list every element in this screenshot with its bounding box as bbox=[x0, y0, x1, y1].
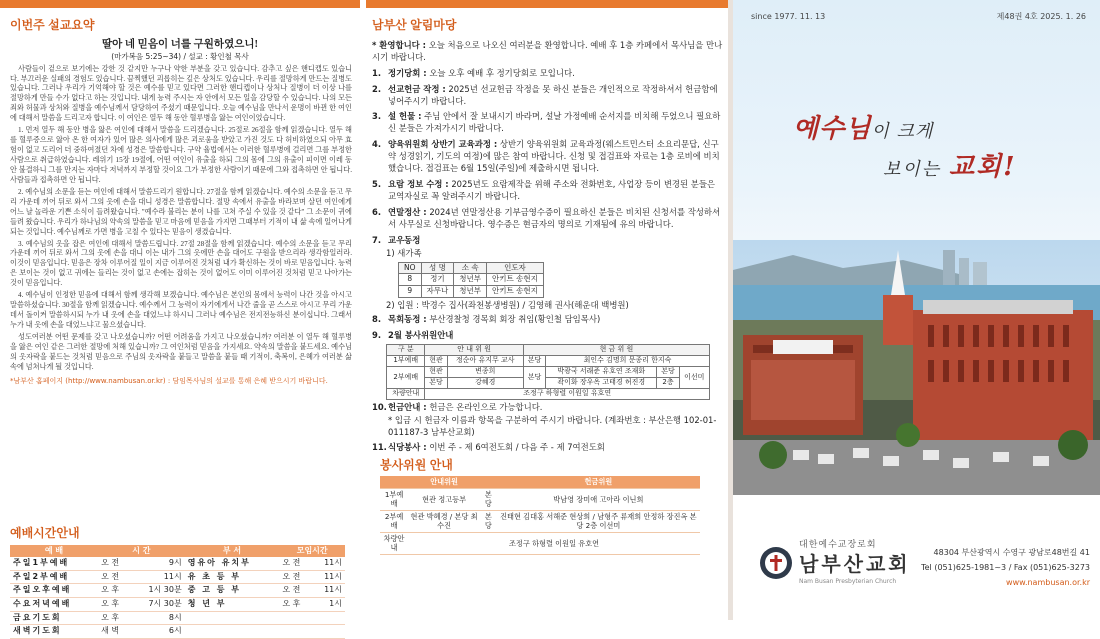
worship-name: 새벽기도회 bbox=[10, 625, 98, 639]
motto-line-1 bbox=[793, 112, 933, 146]
church-english-name: Nam Busan Presbyterian Church bbox=[799, 578, 897, 586]
dept-period: 오 전 bbox=[279, 584, 312, 598]
worship-time: 9시 bbox=[131, 557, 185, 570]
cover-column bbox=[733, 0, 1100, 620]
table-cell: 박광국 서래준 유호연 조재화 bbox=[546, 367, 657, 378]
list-item bbox=[372, 235, 724, 247]
item-number: 1. bbox=[372, 67, 382, 78]
church-building-illustration bbox=[733, 240, 1100, 495]
table-cell: 곽이화 장우옥 고태경 허진경 bbox=[546, 378, 657, 389]
sermon-column bbox=[0, 0, 360, 636]
item-text: 상반기 양육위원회 교육과정(웨스트민스터 소요리문답, 신구약 성경읽기, 기도의 여정)에 많은 참여 바랍니다. 신청 및 접검표와 자료는 1층 로비에 비치했습니다. 접검표는 6월 15일(주일)에 제출하시면 됩니다. bbox=[388, 139, 720, 174]
table-cell: 1부예배 bbox=[387, 356, 425, 367]
dept-time: 11시 bbox=[312, 557, 345, 570]
item-head: 2월 봉사위원안내 bbox=[388, 330, 454, 341]
item-text: 헌금은 온라인으로 가능합니다. bbox=[429, 401, 543, 412]
table-row bbox=[387, 389, 710, 400]
list-item bbox=[372, 179, 724, 203]
worship-header: 부 서 bbox=[185, 545, 280, 558]
worship-name: 주일2부예배 bbox=[10, 570, 98, 584]
church-name: 남부산교회 bbox=[799, 553, 911, 576]
worship-time: 6시 bbox=[131, 625, 185, 639]
table-row bbox=[380, 532, 700, 554]
duty-table bbox=[386, 344, 710, 400]
worship-header: 모임시간 bbox=[279, 545, 345, 558]
motto-word: 교회! bbox=[948, 152, 1017, 182]
sermon-paragraph: 4. 예수님이 인정한 믿음에 대해서 함께 생각해 보겠습니다. 예수님은 본인의 몸에서 능력이 나간 것을 아시고 말씀하셨습니다. 30절을 함께 읽겠습니다. 예수께서 그 능력이 자기에게서 나간 줄을 곧 스스로 아시고 무리 가운데서 돌이켜 말씀하시되 누가 내 옷에 손을 대었느냐 하시니 그러나 예수님은 전지전능하신 분이십니다. 그래서 누가 내 옷에 손을 대었느냐고 물으셨습니다. bbox=[10, 291, 352, 330]
church-photo bbox=[733, 240, 1100, 495]
sermon-paragraph: 사람들이 겉으로 보기에는 강한 것 같지만 누구나 약한 부분을 갖고 있습니다. 감추고 싶은 핸디캡도 있습니다. 부끄러운 실패의 경험도 있습니다. 끔찍했던 괴롭히는 깊은 상처도 있습니다. 우리를 절망하게 만드는 질병도 있습니다. 그러나 우리가 기억해야 할 것은 예수를 믿고 있다면 그러한 핸디캡이나 상처나 질병이 더 이상 나를 절망하게 만들 수가 없다고 하는 것입니다. 내게 능력 주시는 자 안에서 모든 일을 감당할 수 있습니다. 나의 모든 죄와 허물과 상처와 질병을 예수님께서 담당하여 주셨기 때문입니다. 오늘 예수님을 만나서 운명이 바뀐 한 여인에 대해서 말씀을 드리고자 합니다. 이 여인은 열두 해 동안 혈루병을 앓는 여인이었습니다. bbox=[10, 64, 352, 123]
table-cell: 2부예배 bbox=[387, 367, 425, 389]
church-website-link[interactable]: www.nambusan.or.kr bbox=[1006, 578, 1090, 588]
table-header: 성 명 bbox=[421, 262, 454, 274]
table-header bbox=[380, 476, 408, 488]
worship-header: 시 간 bbox=[98, 545, 185, 558]
table-cell: 본당 bbox=[523, 367, 545, 389]
sermon-body bbox=[0, 65, 360, 373]
dept-name: 영유아 유치부 bbox=[185, 557, 280, 570]
table-cell: 2부예배 bbox=[380, 510, 408, 532]
table-header: 소 속 bbox=[454, 262, 487, 274]
table-header: NO bbox=[399, 262, 422, 274]
dept-period: 오 전 bbox=[279, 557, 312, 570]
top-accent-bar bbox=[366, 0, 728, 8]
table-row bbox=[387, 356, 710, 367]
welcome-notice bbox=[372, 40, 724, 64]
welcome-text: 오늘 처음으로 나오신 여러분을 환영합니다. 예배 후 1층 카페에서 목사님을 만나시기 바랍니다. bbox=[372, 39, 723, 62]
worship-time: 8시 bbox=[131, 611, 185, 625]
item-text: 2025년도 요람제작을 위해 주소와 전화번호, 사업장 등이 변경된 분들은 교역자실로 꼭 알려주시기 바랍니다. bbox=[388, 179, 716, 201]
worship-period: 새 벽 bbox=[98, 625, 131, 639]
church-address: 48304 부산광역시 수영구 광남로48번길 41 bbox=[933, 548, 1090, 557]
table-cell: 청년부 bbox=[454, 285, 487, 297]
table-cell: 9 bbox=[399, 285, 422, 297]
worship-name: 수요저녁예배 bbox=[10, 598, 98, 612]
worship-period: 오 전 bbox=[98, 557, 131, 570]
table-cell: 안키트 송현지 bbox=[487, 285, 544, 297]
offering-note: * 입금 시 헌금자 이름과 항목을 구분하여 주시기 바랍니다. (계좌번호 : 부산은행 102-01-011187-3 남부산교회) bbox=[388, 414, 717, 437]
sermon-title: 딸아 네 믿음이 너를 구원하였으니! bbox=[102, 38, 258, 50]
item-head: 식당봉사 : bbox=[388, 441, 427, 452]
table-header: 헌금위원 bbox=[497, 476, 700, 488]
item-number: 10. bbox=[372, 401, 387, 412]
table-cell: 1부예배 bbox=[380, 488, 408, 510]
table-cell: 정순아 유지무 교사 bbox=[447, 356, 523, 367]
table-cell: 8 bbox=[399, 274, 422, 286]
table-cell: 조정구 하형렬 이원일 유호연 bbox=[408, 532, 700, 554]
item-text: 주님 안에서 잘 보내시기 바라며, 설날 가정예배 순서지를 비치해 두었으니 필요하신 분들은 가져가시기 바랍니다. bbox=[388, 111, 721, 134]
table-row bbox=[399, 274, 544, 286]
dept-period: 오 전 bbox=[279, 570, 312, 584]
service-table bbox=[380, 476, 700, 555]
table-cell: 강혜경 bbox=[447, 378, 523, 389]
item-head: 선교헌금 작정 : bbox=[388, 83, 446, 94]
worship-name: 금요기도회 bbox=[10, 611, 98, 625]
table-row bbox=[380, 510, 700, 532]
sermon-reference: (마가복음 5:25~34) / 설교 : 황인철 목사 bbox=[111, 51, 249, 61]
table-cell: 본당 bbox=[480, 488, 497, 510]
item-head: 헌금안내 : bbox=[388, 401, 427, 412]
table-header: 인도자 bbox=[487, 262, 544, 274]
notice-list bbox=[366, 40, 728, 454]
table-cell: 변종희 bbox=[447, 367, 523, 378]
item-text: 오늘 오후 예배 후 정기당회로 모입니다. bbox=[429, 67, 575, 78]
table-row bbox=[10, 570, 345, 584]
table-row bbox=[380, 488, 700, 510]
table-cell: 조정구 하형렬 이원일 유호연 bbox=[425, 389, 710, 400]
table-cell: 이선미 bbox=[679, 367, 709, 389]
table-cell: 2층 bbox=[657, 378, 679, 389]
motto-line-2 bbox=[883, 150, 1017, 184]
church-name-block bbox=[799, 540, 911, 586]
table-cell: 청년부 bbox=[454, 274, 487, 286]
dept-name: 중 고 등 부 bbox=[185, 584, 280, 598]
notice-column bbox=[366, 0, 728, 620]
empty-cell bbox=[185, 611, 345, 625]
sermon-paragraph: 3. 예수님의 옷을 잡은 여인에 대해서 말씀드립니다. 27절 28절을 함께 읽겠습니다. 예수의 소문을 듣고 무리 가운데 끼어 뒤로 와서 그의 옷에 손을 대니 이는 내가 그의 옷에만 손을 대어도 구원을 받으리라 생각함일러라. 이것이 믿음입니다. 믿음은 장차 이루어질 일이 지금 이루어진 것처럼 내가 확신하는 것이 바로 믿음입니다. 능력은 보이는 것이 없고 귀에는 들리는 것이 없고 손에는 잡히는 것이 없어도 이미 이루어진 것처럼 믿고 나아가는 것이 믿음입니다. bbox=[10, 239, 352, 288]
item-head: 목회동정 : bbox=[388, 314, 427, 325]
item-head: 설 헌물 : bbox=[388, 111, 422, 122]
item-head: 정기당회 : bbox=[388, 67, 427, 78]
list-item bbox=[372, 442, 724, 454]
new-family-table bbox=[398, 262, 544, 298]
motto-word: 보이는 bbox=[883, 159, 949, 180]
table-cell: 최인수 김명희 문종리 한지숙 bbox=[546, 356, 710, 367]
table-cell: 정기 bbox=[421, 274, 454, 286]
homepage-note: *남부산 홈페이지 (http://www.nambusan.or.kr) : 담임목사님의 설교를 통해 은혜 받으시기 바랍니다. bbox=[10, 376, 328, 385]
worship-title: 예배시간안내 bbox=[10, 526, 80, 540]
worship-time: 11시 bbox=[131, 570, 185, 584]
table-cell: 현관 박혜경 / 본당 최수진 bbox=[408, 510, 480, 532]
dept-time: 1시 bbox=[312, 598, 345, 612]
empty-cell bbox=[185, 625, 345, 639]
table-row bbox=[387, 367, 710, 378]
worship-period: 오 후 bbox=[98, 584, 131, 598]
table-header: 구 분 bbox=[387, 345, 425, 356]
list-item bbox=[372, 111, 724, 135]
service-title: 봉사위원 안내 bbox=[380, 457, 453, 472]
hospital-note: 2) 입원 : 박경수 집사(좌천봉생병원) / 김영해 권사(해운대 백병원) bbox=[386, 299, 629, 310]
table-row bbox=[10, 584, 345, 598]
table-cell: 현관 bbox=[425, 356, 447, 367]
item-number: 6. bbox=[372, 206, 382, 217]
table-cell: 본당 bbox=[523, 356, 545, 367]
sermon-section-title: 이번주 설교요약 bbox=[10, 18, 95, 32]
since-date: since 1977. 11. 13 bbox=[751, 12, 826, 21]
item-head: 교우동정 bbox=[388, 234, 421, 245]
worship-time: 7시 30분 bbox=[131, 598, 185, 612]
worship-schedule bbox=[10, 522, 345, 639]
item-number: 2. bbox=[372, 83, 382, 94]
sermon-paragraph: 성도여러분 어떤 문제를 갖고 나오셨습니까? 어떤 어려움을 가지고 나오셨습니까? 여러분 이 열두 해 혈루병을 앓은 여인 같은 그러한 절망에 처해 있습니까? 그 여인처럼 믿음을 가지세요. 약속의 말씀을 붙드세요. 예수님의 옷자락을 붙드는 것처럼 믿음으로 주님의 옷자락을 붙들고 말씀을 붙들 때 기적이, 축복이, 은혜가 여러분 삶 속에 넘쳐나게 될 것입니다. bbox=[10, 332, 352, 371]
table-row bbox=[10, 598, 345, 612]
worship-time: 1시 30분 bbox=[131, 584, 185, 598]
table-cell: 현관 정고등부 bbox=[408, 488, 480, 510]
item-head: 양육위원회 상반기 교육과정 : bbox=[388, 139, 498, 150]
church-logo-block bbox=[759, 540, 911, 586]
item-number: 8. bbox=[372, 314, 382, 325]
table-header: 안 내 위 원 bbox=[425, 345, 523, 356]
table-cell: 차량안내 bbox=[380, 532, 408, 554]
table-row bbox=[10, 625, 345, 639]
list-item bbox=[372, 68, 724, 80]
table-cell: 본당 bbox=[425, 378, 447, 389]
top-accent-bar bbox=[0, 0, 360, 8]
list-item bbox=[372, 330, 724, 342]
table-cell: 안키트 송현지 bbox=[487, 274, 544, 286]
table-cell: 진태현 김대홍 서해준 현상희 / 남형주 류재희 안정하 장진옥 본당 2층 이선미 bbox=[497, 510, 700, 532]
item-number: 11. bbox=[372, 441, 387, 452]
denomination-name: 대한예수교장로회 bbox=[799, 540, 877, 550]
church-phone: Tel (051)625-1981~3 / Fax (051)625-3273 bbox=[921, 563, 1090, 573]
item-number: 7. bbox=[372, 234, 382, 245]
item-head: 요람 정보 수정 : bbox=[388, 179, 449, 190]
table-row bbox=[10, 611, 345, 625]
dept-name: 유 초 등 부 bbox=[185, 570, 280, 584]
item-text: 2024년 연말정산용 기부금영수증이 필요하신 분들은 비치된 신청서를 작성하셔서 사무실로 신청바랍니다. 영수증은 현금자의 명의로 기재됨에 유의 바랍니다. bbox=[388, 206, 721, 229]
worship-name: 주일오후예배 bbox=[10, 584, 98, 598]
issue-info: 제48권 4호 2025. 1. 26 bbox=[996, 12, 1086, 21]
worship-header: 예 배 bbox=[10, 545, 98, 558]
worship-period: 오 전 bbox=[98, 570, 131, 584]
table-cell: 박남영 장미애 고아라 이닌희 bbox=[497, 488, 700, 510]
worship-name: 주일1부예배 bbox=[10, 557, 98, 570]
item-number: 4. bbox=[372, 139, 382, 150]
list-item bbox=[372, 314, 724, 326]
worship-period: 오 후 bbox=[98, 611, 131, 625]
table-cell: 차량안내 bbox=[387, 389, 425, 400]
item-text: 부산경찰청 경목회 회장 취임(황인철 담임목사) bbox=[429, 314, 601, 325]
table-cell: 본당 bbox=[657, 367, 679, 378]
table-row bbox=[387, 378, 710, 389]
dept-time: 11시 bbox=[312, 570, 345, 584]
table-header: 안내위원 bbox=[408, 476, 480, 488]
dept-name: 청 년 부 bbox=[185, 598, 280, 612]
contact-info bbox=[921, 545, 1090, 591]
worship-table bbox=[10, 545, 345, 639]
list-item bbox=[372, 207, 724, 231]
list-item bbox=[372, 139, 724, 175]
sermon-paragraph: 1. 먼저 열두 해 동안 병을 앓은 여인에 대해서 말씀을 드리겠습니다. 25절로 26절을 함께 읽겠습니다. 열두 해를 혈루증으로 앓아 온 한 여자가 있어 많은 의사에게 많은 괴로움을 받았고 가진 것도 다 허비하였으되 아무 효험이 없고 도리어 더 중하여졌던 차에 성경은 말씀합니다. 구약 율법에서는 이러한 혈루병에 걸리면 그를 부정한 사람으로 취급하였습니다. 레위기 15장 19절에, 어떤 여인이 유출을 하되 그의 몸에 그의 유출이 피이면 이레 동안 불결하니 그를 만지는 자마다 저녁까지 부정할 것이요 그가 부정한 사람이기 때문에 그와 접촉하면 안 됩니다. 사람들과 접촉하면 안 됩니다. bbox=[10, 126, 352, 184]
welcome-label: * 환영합니다 : bbox=[372, 39, 427, 50]
table-row bbox=[399, 285, 544, 297]
list-item bbox=[372, 84, 724, 108]
item-text: 이번 주 - 제 6여전도회 / 다음 주 - 제 7여전도회 bbox=[429, 441, 605, 452]
motto-word: 이 크게 bbox=[871, 121, 934, 142]
table-cell: 자무나 bbox=[421, 285, 454, 297]
table-cell: 본당 bbox=[480, 510, 497, 532]
notice-title: 남부산 알림마당 bbox=[372, 18, 457, 32]
worship-period: 오 후 bbox=[98, 598, 131, 612]
item-number: 3. bbox=[372, 111, 382, 122]
motto-word: 예수님 bbox=[793, 114, 872, 144]
church-emblem-icon bbox=[759, 546, 793, 580]
list-item bbox=[372, 402, 724, 414]
table-header bbox=[480, 476, 497, 488]
new-family-label: 1) 새가족 bbox=[386, 247, 422, 258]
sermon-paragraph: 2. 예수님의 소문을 듣는 여인에 대해서 말씀드리기 원합니다. 27절을 함께 읽겠습니다. 예수의 소문을 듣고 무리 가운데 끼어 뒤로 와서 그의 옷에 손을 대니 성경은 말씀합니다. 절망 속에서 유출을 바라보며 살던 여인에게 어느 날 놀라운 기쁜 소식이 들려왔습니다. "예수라 불리는 분이 나를 고쳐 주실 수 있을 것 같다" 그 소문이 귀에 들려 왔습니다. 우리가 하나님의 약속의 말씀을 믿고 마음에 믿음을 가지면 그때부터 기적이 내 삶 속에 일어나게 되는 것입니다. 예수님께로 가면 병을 고칠 수 있다는 믿음이 생겼습니다. bbox=[10, 187, 352, 236]
item-number: 9. bbox=[372, 330, 382, 341]
table-header: 현 금 위 원 bbox=[523, 345, 709, 356]
item-text: 2025년 선교헌금 작정을 못 하신 분들은 개인적으로 작정하셔서 헌금함에 넣어주시기 바랍니다. bbox=[388, 83, 718, 106]
dept-period: 오 후 bbox=[279, 598, 312, 612]
table-cell: 현관 bbox=[425, 367, 447, 378]
table-row bbox=[10, 557, 345, 570]
item-number: 5. bbox=[372, 179, 382, 190]
dept-time: 11시 bbox=[312, 584, 345, 598]
item-head: 연말정산 : bbox=[388, 206, 427, 217]
